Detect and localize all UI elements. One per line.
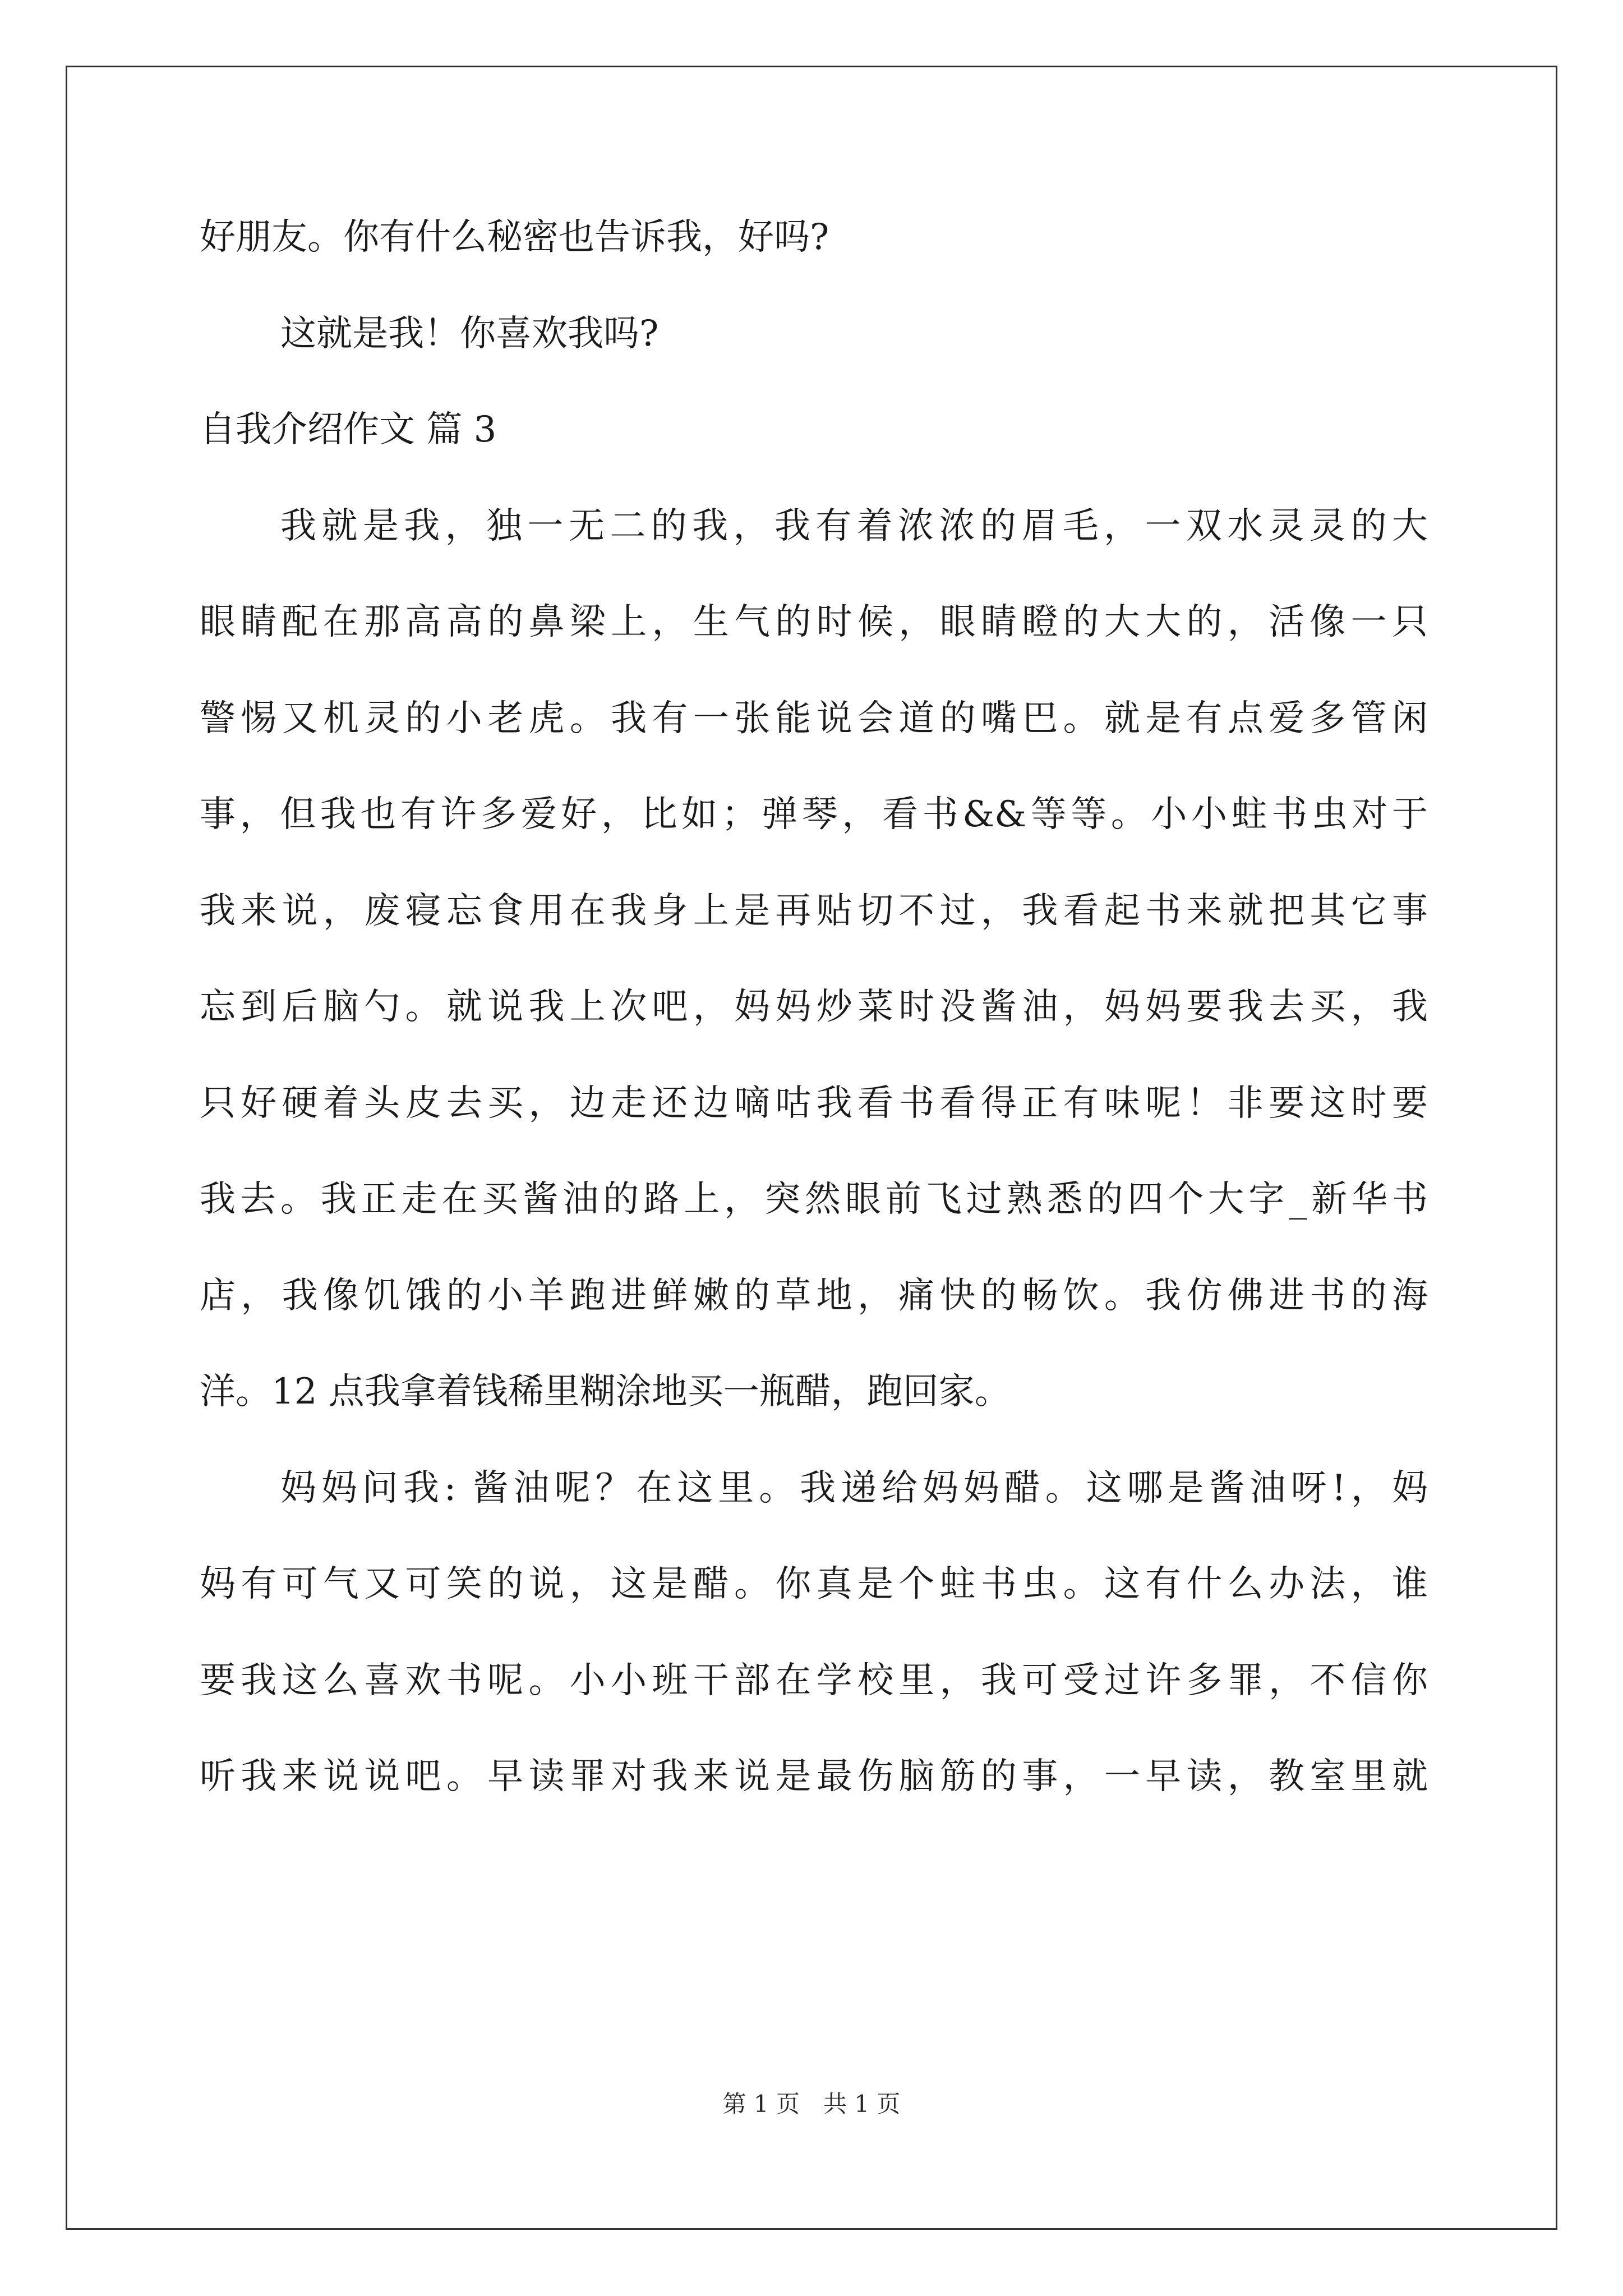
text-line: 忘到后脑勺。就说我上次吧，妈妈炒菜时没酱油，妈妈要我去买，我 <box>200 986 1428 1028</box>
text-line: 警惕又机灵的小老虎。我有一张能说会道的嘴巴。就是有点爱多管闲 <box>200 698 1428 739</box>
text-line: 眼睛配在那高高的鼻梁上，生气的时候，眼睛瞪的大大的，活像一只 <box>200 601 1428 643</box>
text-line: 事，但我也有许多爱好，比如；弹琴，看书&&等等。小小蛀书虫对于 <box>200 794 1428 835</box>
text-line: 我去。我正走在买酱油的路上，突然眼前飞过熟悉的四个大字_新华书 <box>200 1179 1428 1220</box>
text-line: 店，我像饥饿的小羊跑进鲜嫩的草地，痛快的畅饮。我仿佛进书的海 <box>200 1275 1428 1317</box>
text-line: 我来说，废寝忘食用在我身上是再贴切不过，我看起书来就把其它事 <box>200 890 1428 932</box>
text-line: 只好硬着头皮去买，边走还边嘀咕我看书看得正有味呢！非要这时要 <box>200 1083 1428 1124</box>
text-line: 要我这么喜欢书呢。小小班干部在学校里，我可受过许多罪，不信你 <box>200 1660 1428 1701</box>
text-line: 这就是我！你喜欢我吗? <box>280 313 659 355</box>
text-line: 妈妈问我: 酱油呢？在这里。我递给妈妈醋。这哪是酱油呀!，妈 <box>280 1467 1428 1509</box>
text-line: 好朋友。你有什么秘密也告诉我，好吗? <box>200 217 829 258</box>
text-line: 妈有可气又可笑的说，这是醋。你真是个蛀书虫。这有什么办法，谁 <box>200 1563 1428 1605</box>
section-heading: 自我介绍作文 篇 3 <box>200 409 497 450</box>
text-line: 我就是我，独一无二的我，我有着浓浓的眉毛，一双水灵灵的大 <box>280 505 1428 547</box>
page-border <box>66 66 1557 2230</box>
page-footer: 第 1 页 共 1 页 <box>722 2090 901 2118</box>
text-line: 洋。12 点我拿着钱稀里糊涂地买一瓶醋，跑回家。 <box>200 1371 1011 1412</box>
text-line: 听我来说说吧。早读罪对我来说是最伤脑筋的事，一早读，教室里就 <box>200 1756 1428 1797</box>
